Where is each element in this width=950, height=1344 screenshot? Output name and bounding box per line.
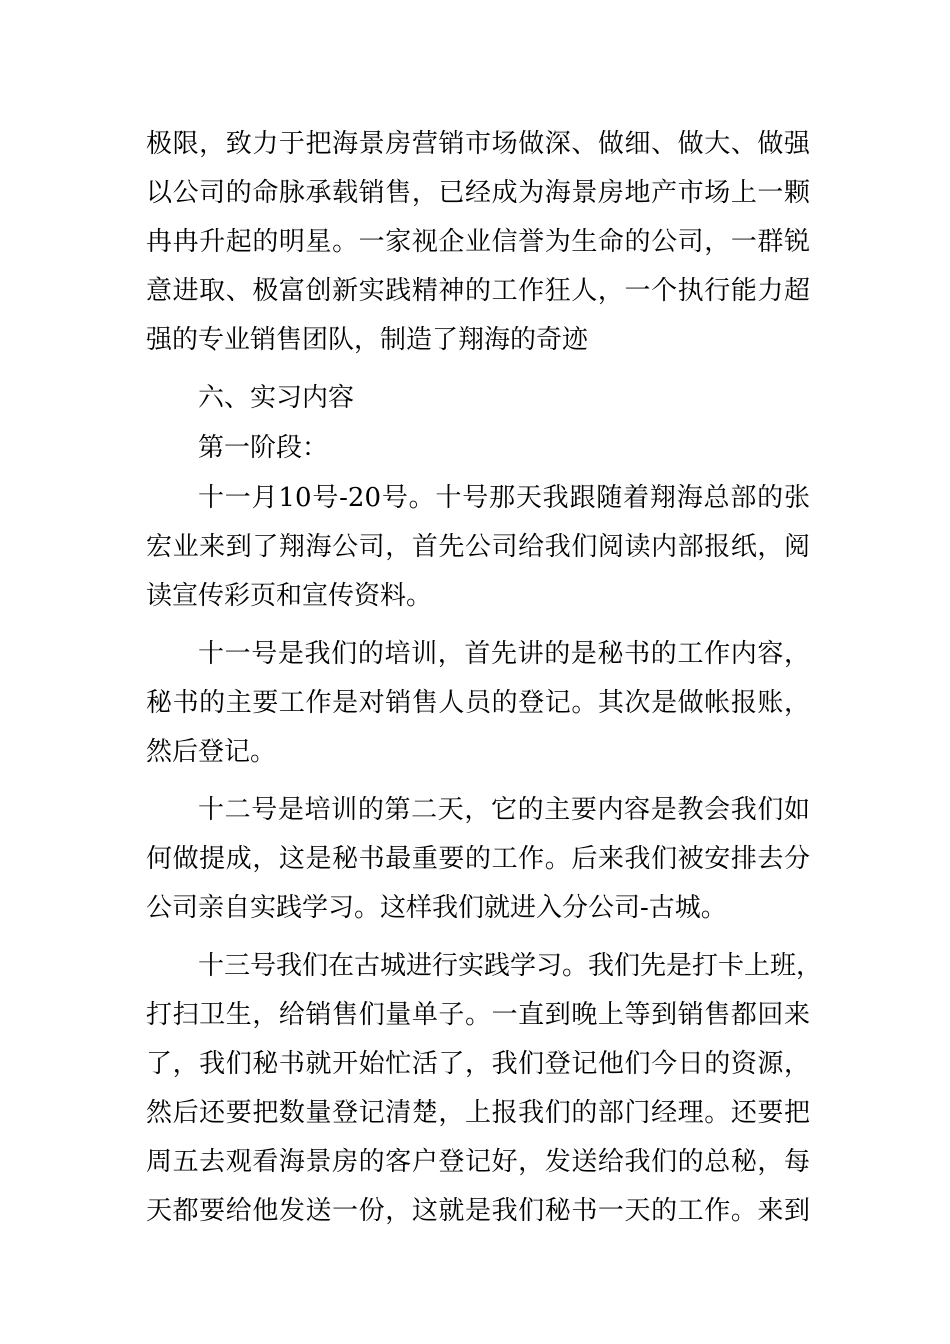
text-line: 了，我们秘书就开始忙活了，我们登记他们今日的资源，	[146, 1049, 810, 1079]
text-line: 冉冉升起的明星。一家视企业信誉为生命的公司，一群锐	[146, 227, 810, 257]
stage-heading: 第一阶段：	[198, 433, 329, 463]
text-line: 然后登记。	[146, 737, 277, 767]
text-line: 十一月10号-20号。十号那天我跟随着翔海总部的张	[198, 483, 810, 513]
text-line: 天都要给他发送一份，这就是我们秘书一天的工作。来到	[146, 1196, 810, 1226]
text-line: 十三号我们在古城进行实践学习。我们先是打卡上班，	[198, 951, 823, 981]
text-line: 十一号是我们的培训，首先讲的是秘书的工作内容，	[198, 639, 810, 669]
text-line: 强的专业销售团队，制造了翔海的奇迹	[146, 325, 589, 355]
text-line: 秘书的主要工作是对销售人员的登记。其次是做帐报账，	[146, 688, 810, 718]
text-line: 以公司的命脉承载销售，已经成为海景房地产市场上一颗	[146, 178, 810, 208]
text-line: 公司亲自实践学习。这样我们就进入分公司-古城。	[146, 893, 727, 923]
text-line: 然后还要把数量登记清楚，上报我们的部门经理。还要把	[146, 1098, 810, 1128]
text-line: 读宣传彩页和宣传资料。	[146, 581, 433, 611]
text-line: 十二号是培训的第二天，它的主要内容是教会我们如	[198, 795, 810, 825]
text-line: 宏业来到了翔海公司，首先公司给我们阅读内部报纸，阅	[146, 532, 810, 562]
text-line: 意进取、极富创新实践精神的工作狂人，一个执行能力超	[146, 276, 810, 306]
text-line: 极限，致力于把海景房营销市场做深、做细、做大、做强	[146, 129, 810, 159]
text-line: 打扫卫生，给销售们量单子。一直到晚上等到销售都回来	[146, 1000, 810, 1030]
section-heading: 六、实习内容	[198, 383, 355, 413]
text-line: 何做提成，这是秘书最重要的工作。后来我们被安排去分	[146, 844, 810, 874]
text-line: 周五去观看海景房的客户登记好，发送给我们的总秘，每	[146, 1147, 810, 1177]
